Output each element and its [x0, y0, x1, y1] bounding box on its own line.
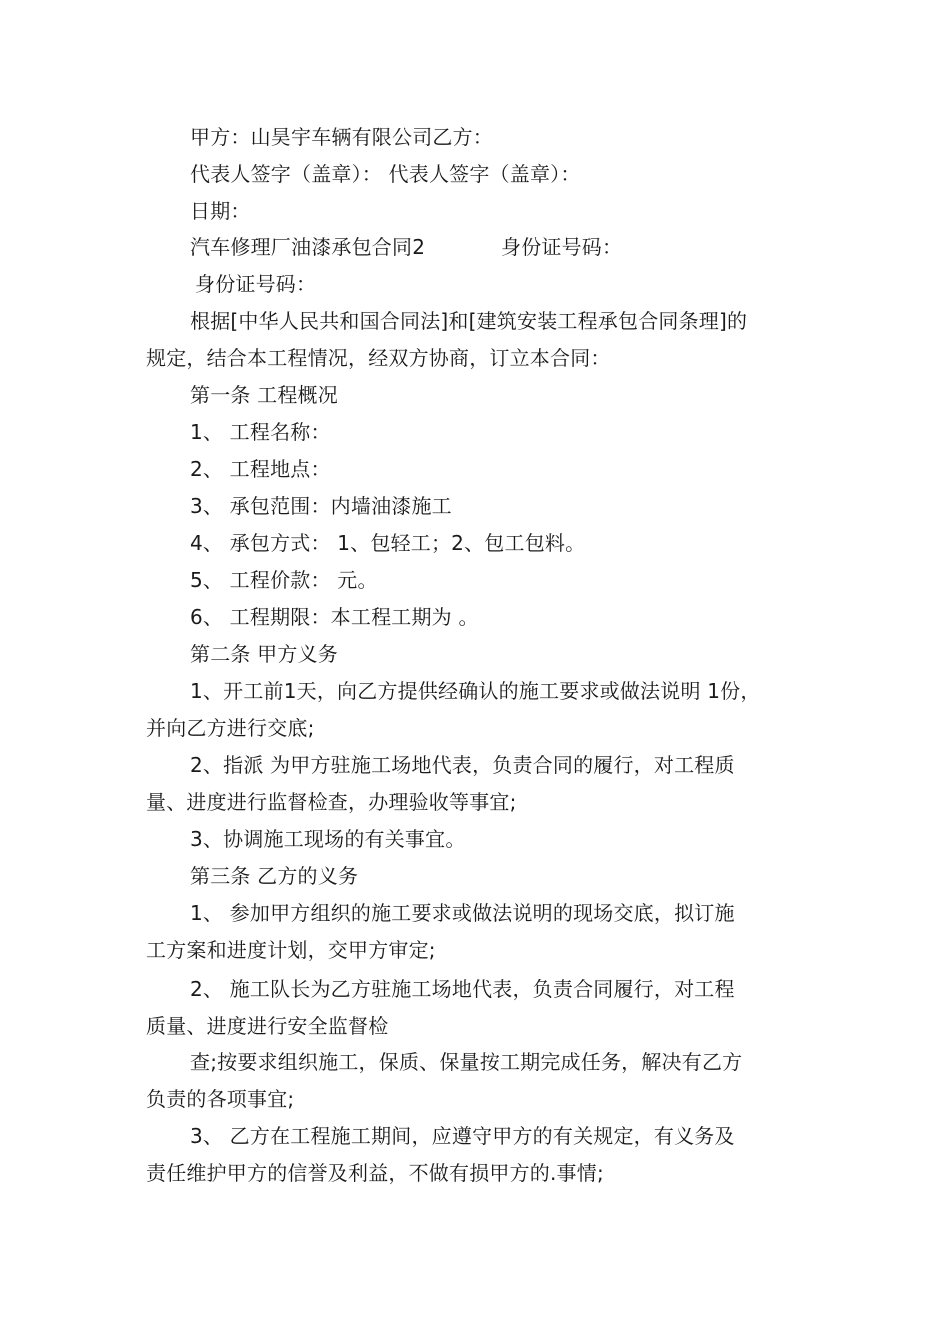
paragraph-line: 2、 施工队长为乙方驻施工场地代表，负责合同履行，对工程 — [190, 977, 735, 1001]
signature-line: 代表人签字（盖章）： 代表人签字（盖章）： — [190, 162, 581, 186]
paragraph-line: 查;按要求组织施工，保质、保量按工期完成任务，解决有乙方 — [190, 1050, 743, 1074]
party-a-line: 甲方：山昊宇车辆有限公司乙方： — [190, 125, 493, 149]
section-heading: 第三条 乙方的义务 — [190, 864, 359, 888]
paragraph-line: 1、 参加甲方组织的施工要求或做法说明的现场交底，拟订施 — [190, 901, 735, 925]
paragraph-line: 并向乙方进行交底; — [146, 716, 315, 740]
paragraph-line: 责任维护甲方的信誉及利益，不做有损甲方的.事情; — [146, 1161, 604, 1185]
contract-title: 汽车修理厂油漆承包合同2 — [190, 235, 426, 259]
paragraph-line: 规定，结合本工程情况，经双方协商，订立本合同： — [146, 346, 611, 370]
date-line: 日期： — [190, 199, 251, 223]
list-item: 4、 承包方式： 1、包轻工；2、包工包料。 — [190, 531, 586, 555]
paragraph-line: 2、指派 为甲方驻施工场地代表，负责合同的履行，对工程质 — [190, 753, 735, 777]
list-item: 5、 工程价款： 元。 — [190, 568, 378, 592]
list-item: 6、 工程期限：本工程工期为 。 — [190, 605, 479, 629]
id-number-line-2: 身份证号码： — [195, 272, 317, 296]
section-heading: 第一条 工程概况 — [190, 383, 338, 407]
paragraph-line: 质量、进度进行安全监督检 — [146, 1014, 389, 1038]
list-item: 3、 承包范围：内墙油漆施工 — [190, 494, 452, 518]
section-heading: 第二条 甲方义务 — [190, 642, 338, 666]
paragraph-line: 3、 乙方在工程施工期间，应遵守甲方的有关规定，有义务及 — [190, 1124, 735, 1148]
list-item: 1、 工程名称： — [190, 420, 331, 444]
id-number-line: 身份证号码： — [501, 235, 623, 259]
paragraph-line: 1、开工前1天，向乙方提供经确认的施工要求或做法说明 1份， — [190, 679, 761, 703]
paragraph-line: 3、协调施工现场的有关事宜。 — [190, 827, 466, 851]
paragraph-line: 负责的各项事宜; — [146, 1087, 295, 1111]
paragraph-line: 工方案和进度计划，交甲方审定; — [146, 938, 436, 962]
paragraph-line: 根据[中华人民共和国合同法]和[建筑安装工程承包合同条理]的 — [190, 309, 748, 333]
list-item: 2、 工程地点： — [190, 457, 331, 481]
paragraph-line: 量、进度进行监督检查，办理验收等事宜; — [146, 790, 517, 814]
